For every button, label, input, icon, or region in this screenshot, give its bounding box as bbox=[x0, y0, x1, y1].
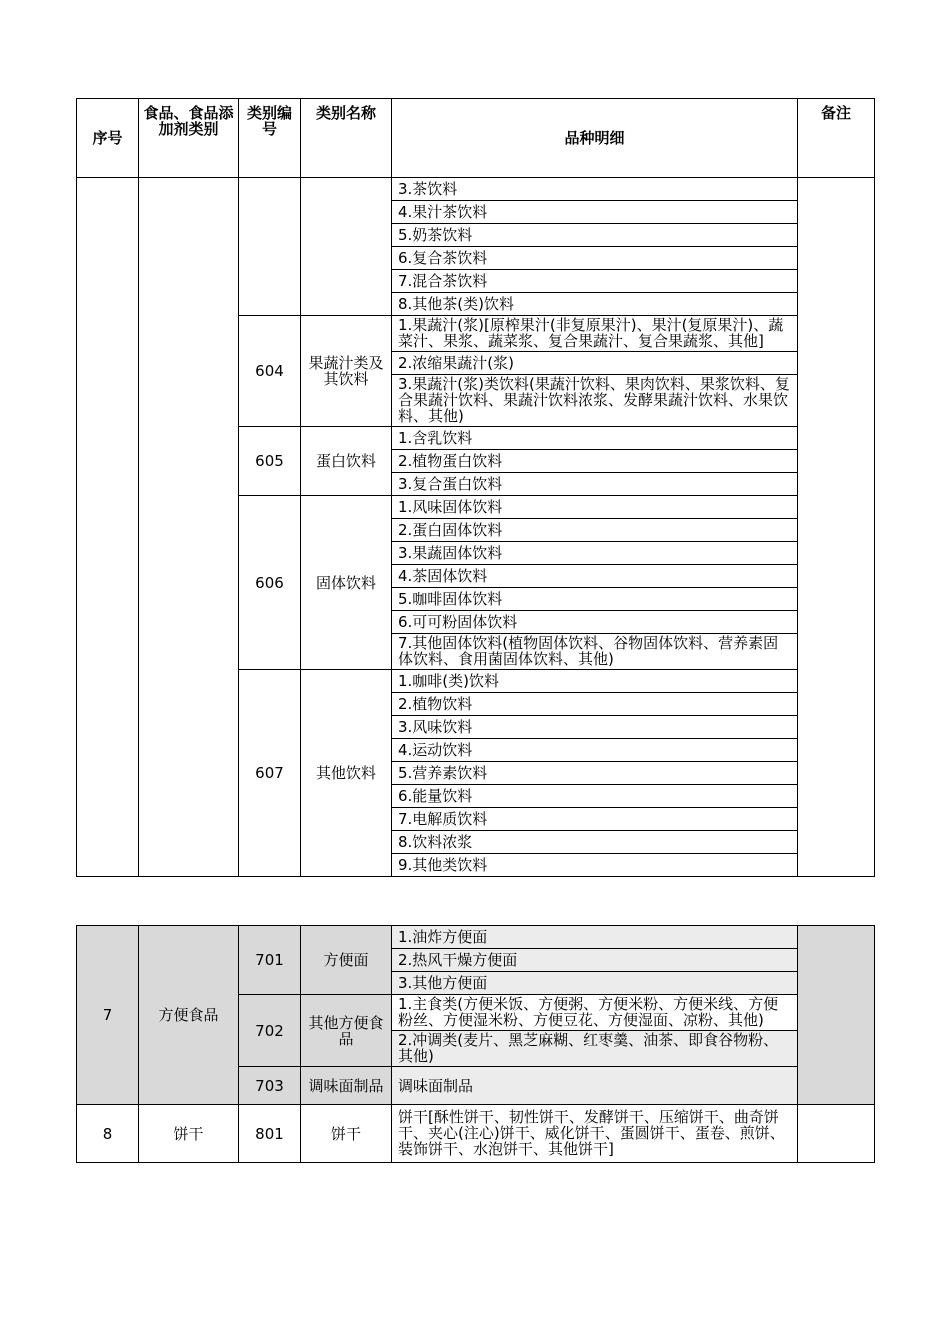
table-row bbox=[77, 1105, 875, 1163]
detail-cell: 6.能量饮料 bbox=[392, 785, 798, 808]
detail-cell: 2.植物饮料 bbox=[392, 693, 798, 716]
detail-cell: 6.可可粉固体饮料 bbox=[392, 611, 798, 634]
code-cell: 606 bbox=[239, 496, 301, 670]
table-row bbox=[77, 178, 875, 201]
header-code: 类别编号 bbox=[239, 99, 301, 178]
code-cell bbox=[239, 178, 301, 316]
detail-cell: 7.混合茶饮料 bbox=[392, 270, 798, 293]
note-cell bbox=[798, 926, 875, 1105]
detail-cell: 3.果蔬固体饮料 bbox=[392, 542, 798, 565]
detail-cell: 1.果蔬汁(浆)[原榨果汁(非复原果汁)、果汁(复原果汁)、蔬菜汁、果浆、蔬菜浆、复合果蔬汁、复合果蔬浆、其他] bbox=[392, 316, 798, 352]
detail-cell: 调味面制品 bbox=[392, 1067, 798, 1105]
detail-cell: 2.冲调类(麦片、黑芝麻糊、红枣羹、油茶、即食谷物粉、其他) bbox=[392, 1031, 798, 1067]
header-note: 备注 bbox=[798, 99, 875, 178]
detail-cell: 1.风味固体饮料 bbox=[392, 496, 798, 519]
name-cell: 其他饮料 bbox=[301, 670, 392, 877]
name-cell: 饼干 bbox=[301, 1105, 392, 1163]
detail-cell: 5.营养素饮料 bbox=[392, 762, 798, 785]
category-cell: 方便食品 bbox=[139, 926, 239, 1105]
code-cell: 702 bbox=[239, 995, 301, 1067]
note-cell bbox=[798, 178, 875, 877]
detail-cell: 1.主食类(方便米饭、方便粥、方便米粉、方便米线、方便粉丝、方便湿米粉、方便豆花、方便湿面、凉粉、其他) bbox=[392, 995, 798, 1031]
detail-cell: 5.咖啡固体饮料 bbox=[392, 588, 798, 611]
detail-cell: 5.奶茶饮料 bbox=[392, 224, 798, 247]
detail-cell: 3.茶饮料 bbox=[392, 178, 798, 201]
category-cell: 饼干 bbox=[139, 1105, 239, 1163]
detail-cell: 6.复合茶饮料 bbox=[392, 247, 798, 270]
detail-cell: 7.其他固体饮料(植物固体饮料、谷物固体饮料、营养素固体饮料、食用菌固体饮料、其他) bbox=[392, 634, 798, 670]
detail-cell: 2.浓缩果蔬汁(浆) bbox=[392, 352, 798, 375]
detail-cell: 4.茶固体饮料 bbox=[392, 565, 798, 588]
detail-cell: 3.果蔬汁(浆)类饮料(果蔬汁饮料、果肉饮料、果浆饮料、复合果蔬汁饮料、果蔬汁饮料浓浆、发酵果蔬汁饮料、水果饮料、其他) bbox=[392, 375, 798, 427]
detail-cell: 饼干[酥性饼干、韧性饼干、发酵饼干、压缩饼干、曲奇饼干、夹心(注心)饼干、威化饼干、蛋圆饼干、蛋卷、煎饼、装饰饼干、水泡饼干、其他饼干] bbox=[392, 1105, 798, 1163]
detail-cell: 3.其他方便面 bbox=[392, 972, 798, 995]
category-cell bbox=[139, 178, 239, 877]
header-name: 类别名称 bbox=[301, 99, 392, 178]
code-cell: 801 bbox=[239, 1105, 301, 1163]
seq-cell: 8 bbox=[77, 1105, 139, 1163]
detail-cell: 1.油炸方便面 bbox=[392, 926, 798, 949]
code-cell: 607 bbox=[239, 670, 301, 877]
header-seq: 序号 bbox=[77, 99, 139, 178]
detail-cell: 8.饮料浓浆 bbox=[392, 831, 798, 854]
name-cell bbox=[301, 178, 392, 316]
header-category: 食品、食品添加剂类别 bbox=[139, 99, 239, 178]
code-cell: 604 bbox=[239, 316, 301, 427]
name-cell: 固体饮料 bbox=[301, 496, 392, 670]
seq-cell bbox=[77, 178, 139, 877]
seq-cell: 7 bbox=[77, 926, 139, 1105]
name-cell: 调味面制品 bbox=[301, 1067, 392, 1105]
detail-cell: 3.风味饮料 bbox=[392, 716, 798, 739]
note-cell bbox=[798, 1105, 875, 1163]
food-category-table bbox=[76, 98, 875, 877]
detail-cell: 2.植物蛋白饮料 bbox=[392, 450, 798, 473]
detail-cell: 4.果汁茶饮料 bbox=[392, 201, 798, 224]
food-category-table-continued bbox=[76, 925, 875, 1163]
code-cell: 703 bbox=[239, 1067, 301, 1105]
detail-cell: 1.咖啡(类)饮料 bbox=[392, 670, 798, 693]
name-cell: 蛋白饮料 bbox=[301, 427, 392, 496]
detail-cell: 3.复合蛋白饮料 bbox=[392, 473, 798, 496]
detail-cell: 4.运动饮料 bbox=[392, 739, 798, 762]
detail-cell: 2.热风干燥方便面 bbox=[392, 949, 798, 972]
table-row bbox=[77, 926, 875, 949]
code-cell: 701 bbox=[239, 926, 301, 995]
header-detail: 品种明细 bbox=[392, 99, 798, 178]
detail-cell: 2.蛋白固体饮料 bbox=[392, 519, 798, 542]
name-cell: 其他方便食品 bbox=[301, 995, 392, 1067]
header-row bbox=[77, 99, 875, 178]
code-cell: 605 bbox=[239, 427, 301, 496]
detail-cell: 8.其他茶(类)饮料 bbox=[392, 293, 798, 316]
detail-cell: 1.含乳饮料 bbox=[392, 427, 798, 450]
name-cell: 方便面 bbox=[301, 926, 392, 995]
detail-cell: 9.其他类饮料 bbox=[392, 854, 798, 877]
name-cell: 果蔬汁类及其饮料 bbox=[301, 316, 392, 427]
detail-cell: 7.电解质饮料 bbox=[392, 808, 798, 831]
